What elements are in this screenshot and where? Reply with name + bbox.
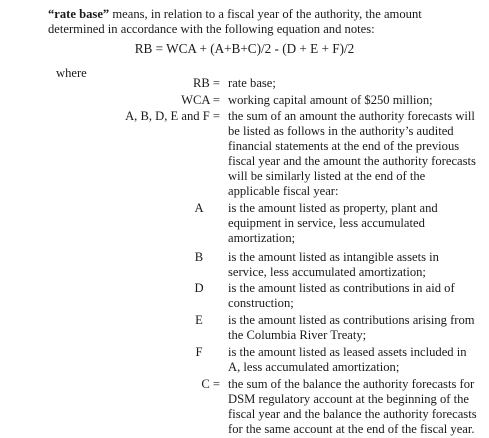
where-label: where — [56, 66, 87, 80]
sub-definition-text-b: is the amount listed as intangible assets in service, less accumulated amortization; — [228, 250, 439, 279]
sub-definition-label-e: E — [195, 313, 203, 327]
definition-text-wca: working capital amount of $250 million; — [228, 93, 433, 107]
intro-paragraph — [48, 7, 480, 37]
sub-definition-text-f: is the amount listed as leased assets included in A, less accumulated amortization; — [228, 345, 467, 374]
definition-text-rb: rate base; — [228, 76, 276, 90]
definition-label-c: C = — [201, 377, 220, 391]
definition-text-abdef: the sum of an amount the authority forecasts will be listed as follows in the authority’s audited financial statements at the end of the previous fiscal year and the amount the authority forecasts will be similarly listed at the end of the applicable fiscal year: — [228, 109, 476, 198]
sub-definition-text-e: is the amount listed as contributions arising from the Columbia River Treaty; — [228, 313, 475, 342]
sub-definition-label-b: B — [194, 250, 204, 264]
sub-definition-label-f: F — [195, 345, 203, 359]
definition-text-c: the sum of the balance the authority forecasts for DSM regulatory account at the beginning of the fiscal year and the balance the authority forecasts for the same account at the end of the fiscal year. — [228, 377, 477, 436]
rate-base-equation: RB = WCA + (A+B+C)/2 - (D + E + F)/2 — [134, 41, 355, 56]
definition-label-wca: WCA = — [181, 93, 220, 107]
sub-definition-label-a: A — [194, 201, 204, 215]
intro-text-line-1: means, in relation to a fiscal year of the authority, the amount — [109, 7, 422, 21]
defined-term: “rate base” — [48, 7, 110, 21]
intro-text-line-2: determined in accordance with the following equation and notes: — [48, 22, 375, 36]
sub-definition-text-d: is the amount listed as contributions in aid of construction; — [228, 281, 455, 310]
definition-label-abdef: A, B, D, E and F = — [125, 109, 220, 123]
sub-definition-text-a: is the amount listed as property, plant and equipment in service, less accumulated amortization; — [228, 201, 438, 245]
definition-label-rb: RB = — [192, 76, 220, 90]
sub-definition-label-d: D — [194, 281, 204, 295]
